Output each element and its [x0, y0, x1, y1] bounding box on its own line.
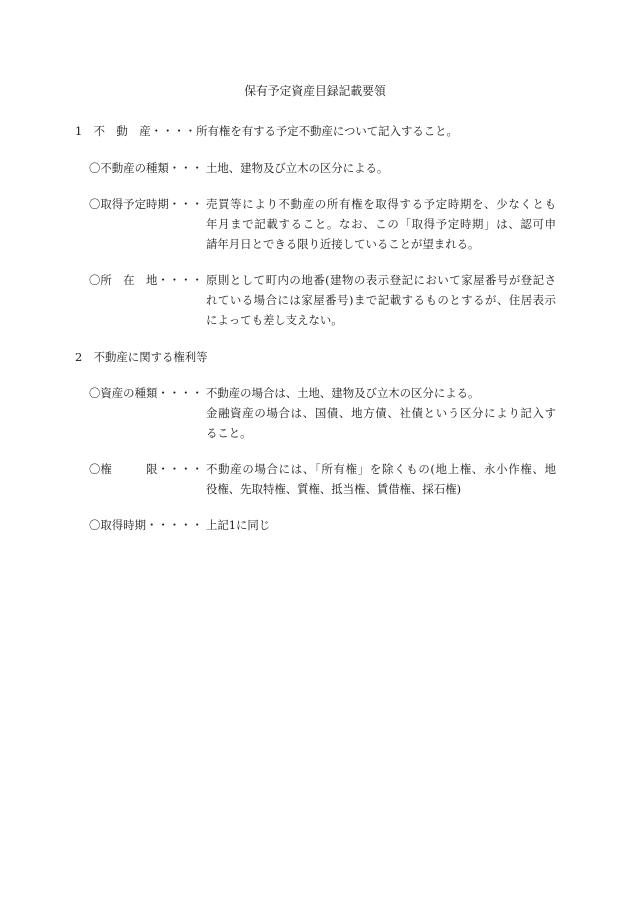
item-text-line: 年月まで記載すること。なお、この「取得予定時期」は、認可申: [206, 217, 556, 231]
section-1-heading: 1 不 動 産・・・・所有権を有する予定不動産について記入すること。: [75, 124, 458, 138]
item-text-line: れている場合には家屋番号)まで記載するものとするが、住居表示: [206, 293, 556, 307]
item-text-line: 金融資産の場合は、国債、地方債、社債という区分により記入す: [206, 406, 556, 420]
item-text-line: 不動産の場合には、「所有権」を除くもの(地上権、永小作権、地: [206, 462, 556, 476]
item-label-acquisition-date: 〇取得予定時期・・・: [89, 197, 203, 211]
item-text-line: 役権、先取特権、質権、抵当権、賃借権、採石権): [206, 482, 462, 496]
item-text-line: 不動産の場合は、土地、建物及び立木の区分による。: [206, 386, 480, 400]
item-text-line: 上記1に同じ: [206, 518, 271, 532]
item-text-line: 土地、建物及び立木の区分による。: [206, 161, 389, 175]
item-text-line: によっても差し支えない。: [206, 313, 343, 327]
item-text-line: ること。: [206, 426, 252, 440]
item-label-asset-type: 〇資産の種類・・・・: [89, 386, 203, 400]
item-label-property-type: 〇不動産の種類・・・: [89, 161, 203, 175]
item-text-line: 原則として町内の地番(建物の表示登記において家屋番号が登記さ: [206, 273, 556, 287]
item-text-line: 売買等により不動産の所有権を取得する予定時期を、少なくとも: [206, 197, 556, 211]
section-2-heading: 2 不動産に関する権利等: [75, 350, 208, 364]
item-label-acquisition-time: 〇取得時期・・・・・: [89, 518, 203, 532]
document-title: 保有予定資産目録記載要領: [244, 84, 386, 98]
item-label-rights: 〇権 限・・・・: [89, 462, 203, 476]
item-text-line: 請年月日とできる限り近接していることが望まれる。: [206, 237, 480, 251]
item-label-location: 〇所 在 地・・・・: [89, 273, 203, 287]
